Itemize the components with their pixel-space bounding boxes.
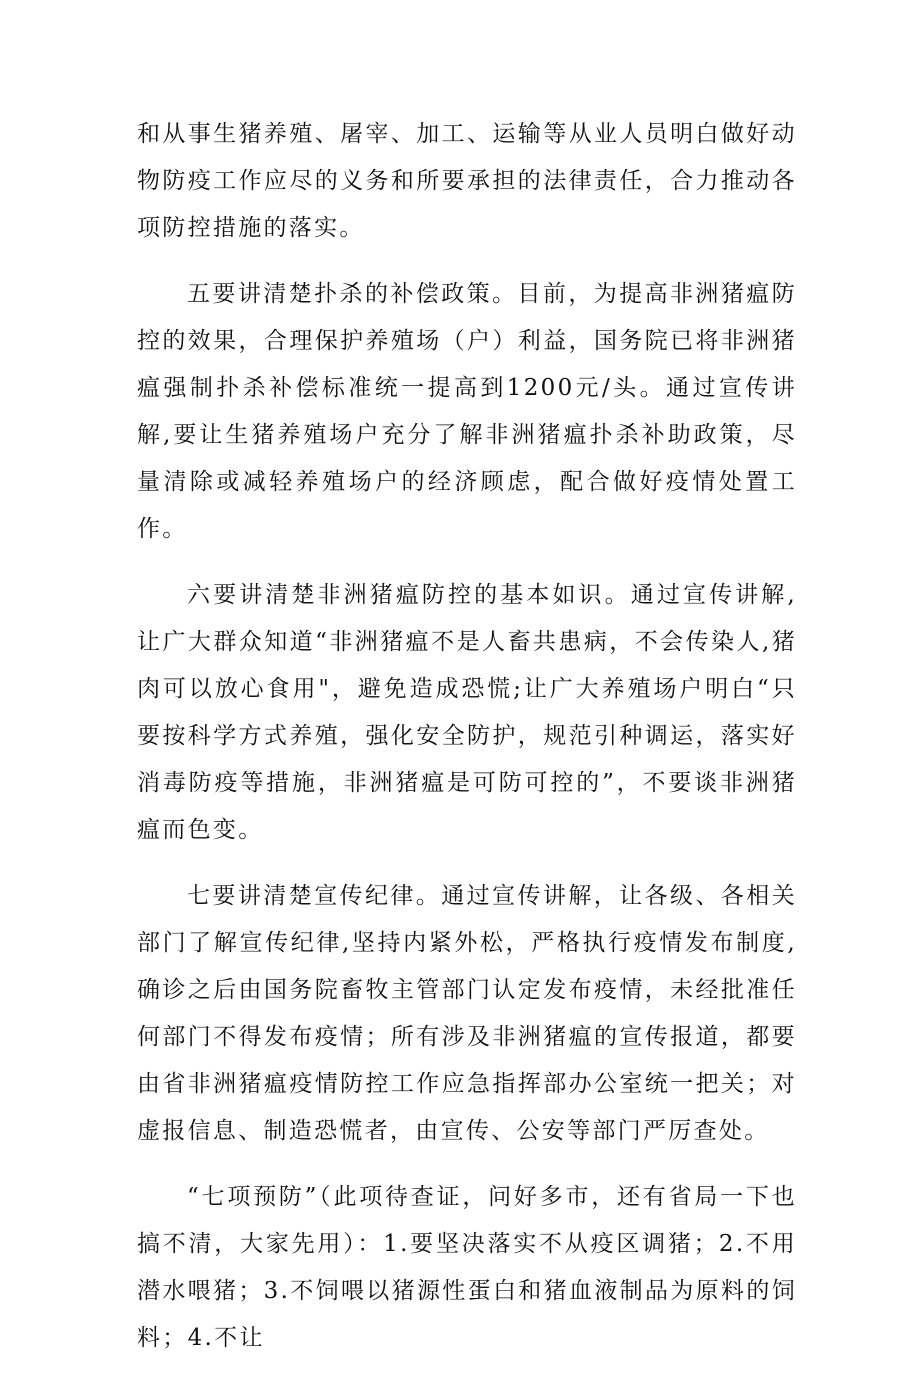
paragraph-1: 和从事生猪养殖、屠宰、加工、运输等从业人员明白做好动物防疫工作应尽的义务和所要承担的法律责任，合力推动各项防控措施的落实。 (137, 121, 797, 241)
document-body (137, 111, 797, 1381)
paragraph-2: 五要讲清楚扑杀的补偿政策。目前，为提高非洲猪瘟防控的效果，合理保护养殖场（户）利益，国务院已将非洲猪瘟强制扑杀补偿标准统一提高到1200元/头。通过宣传讲解,要让生猪养殖场户充分了解非洲猪瘟扑杀补助政策，尽量清除或减轻养殖场户的经济顾虑，配合做好疫情处置工作。 (137, 281, 797, 542)
paragraph-5: “七项预防”（此项待查证，问好多市，还有省局一下也搞不清，大家先用）：1.要坚决落实不从疫区调猪；2.不用潜水喂猪；3.不饲喂以猪源性蛋白和猪血液制品为原料的饲料；4.不让 (137, 1184, 797, 1351)
paragraph-4: 七要讲清楚宣传纪律。通过宣传讲解，让各级、各相关部门了解宣传纪律,坚持内紧外松，严格执行疫情发布制度,确诊之后由国务院畜牧主管部门认定发布疫情，未经批准任何部门不得发布疫情；所有涉及非洲猪瘟的宣传报道，都要由省非洲猪瘟疫情防控工作应急指挥部办公室统一把关；对虚报信息、制造恐慌者，由宣传、公安等部门严厉查处。 (137, 883, 797, 1144)
paragraph-3: 六要讲清楚非洲猪瘟防控的基本如识。通过宣传讲解,让广大群众知道“非洲猪瘟不是人畜共患病，不会传染人,猪肉可以放心食用"，避免造成恐慌;让广大养殖场户明白“只要按科学方式养殖，强化安全防护，规范引种调运，落实好消毒防疫等措施，非洲猪瘟是可防可控的”，不要谈非洲猪瘟而色变。 (137, 582, 797, 843)
